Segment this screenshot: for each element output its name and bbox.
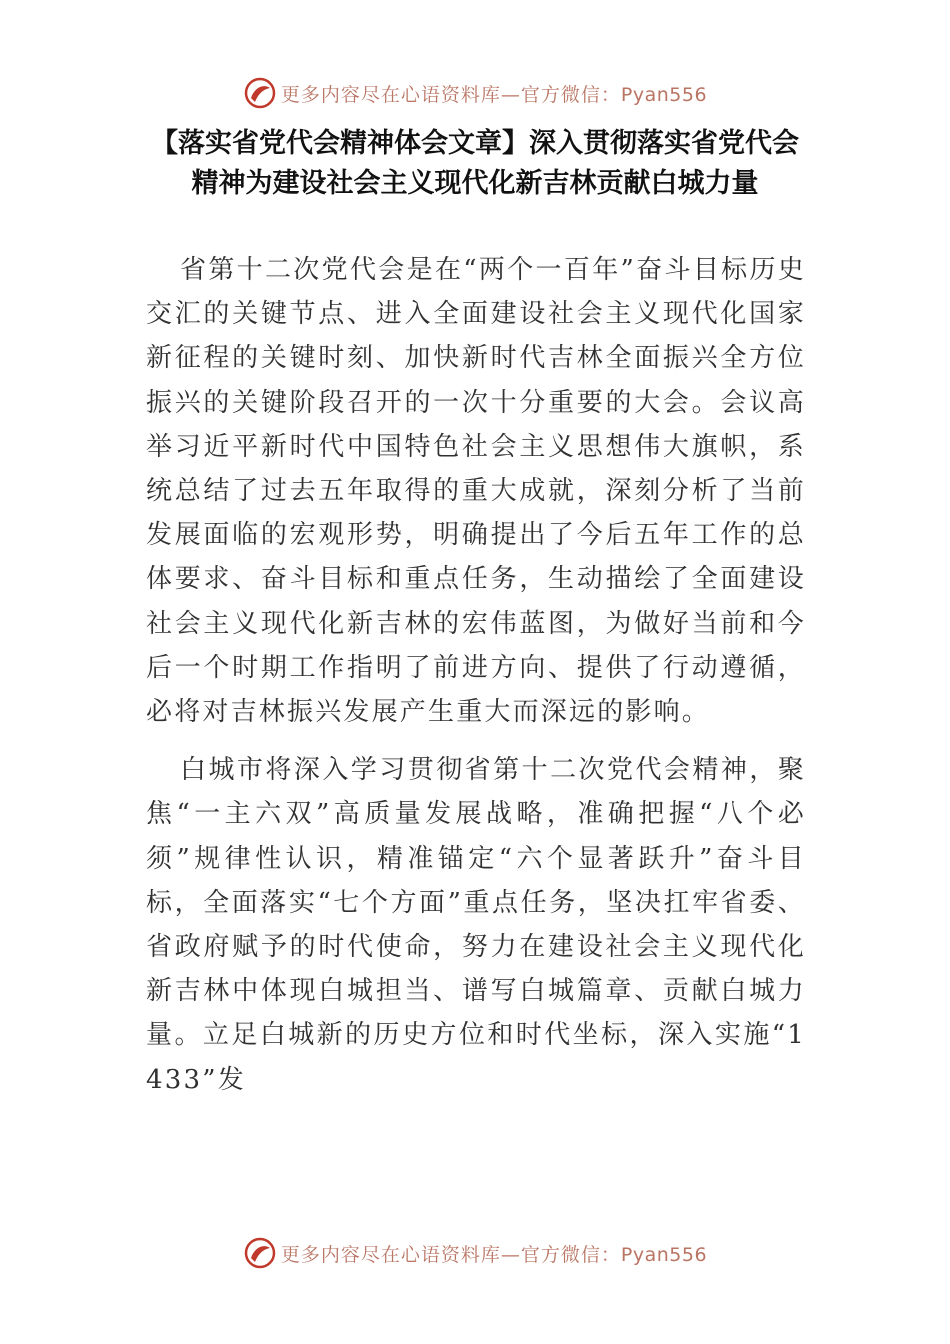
- paragraph-1: 省第十二次党代会是在“两个一百年”奋斗目标历史交汇的关键节点、进入全面建设社会主义现代化国家新征程的关键时刻、加快新时代吉林全面振兴全方位振兴的关键阶段召开的一次十分重要的大会。会议高举习近平新时代中国特色社会主义思想伟大旗帜，系统总结了过去五年取得的重大成就，深刻分析了当前发展面临的宏观形势，明确提出了今后五年工作的总体要求、奋斗目标和重点任务，生动描绘了全面建设社会主义现代化新吉林的宏伟蓝图，为做好当前和今后一个时期工作指明了前进方向、提供了行动遵循，必将对吉林振兴发展产生重大而深远的影响。: [146, 255, 806, 728]
- document-body: [146, 248, 806, 1116]
- paragraph-2: 白城市将深入学习贯彻省第十二次党代会精神，聚焦“一主六双”高质量发展战略，准确把握“八个必须”规律性认识，精准锚定“六个显著跃升”奋斗目标，全面落实“七个方面”重点任务，坚决扛牢省委、省政府赋予的时代使命，努力在建设社会主义现代化新吉林中体现白城担当、谱写白城篇章、贡献白城力量。立足白城新的历史方位和时代坐标，深入实施“1433”发: [146, 755, 806, 1095]
- title-line-1: 【落实省党代会精神体会文章】深入贯彻落实省党代会: [151, 128, 799, 159]
- footer-banner: [0, 1233, 950, 1273]
- title-line-2: 精神为建设社会主义现代化新吉林贡献白城力量: [191, 168, 759, 199]
- xinyu-logo-icon: [243, 76, 277, 110]
- footer-banner-text: 更多内容尽在心语资料库—官方微信：Pyan556: [280, 1243, 708, 1266]
- header-banner-text: 更多内容尽在心语资料库—官方微信：Pyan556: [280, 83, 708, 106]
- xinyu-logo-icon: [243, 1236, 277, 1270]
- header-banner: [0, 73, 950, 113]
- wechat-id: Pyan556: [620, 83, 708, 106]
- wechat-id: Pyan556: [620, 1243, 708, 1266]
- document-title: [110, 124, 840, 204]
